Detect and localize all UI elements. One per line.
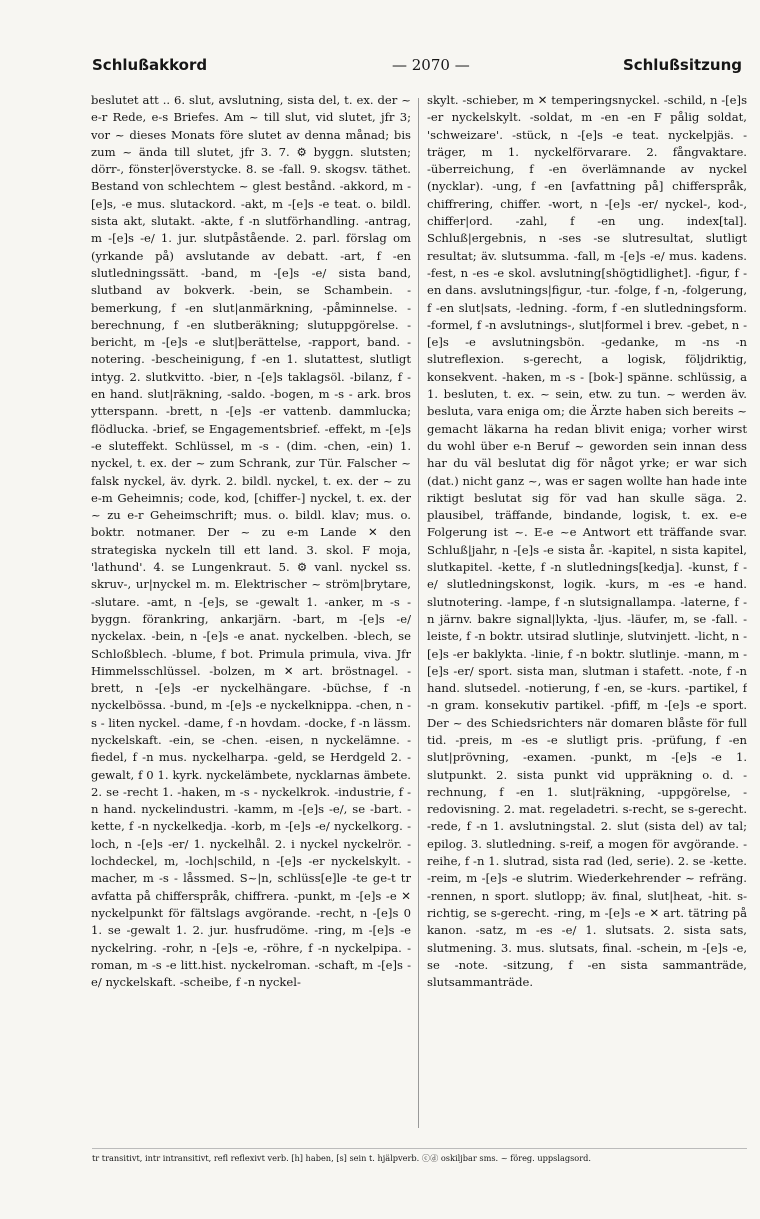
header-left-word: Schlußakkord bbox=[92, 56, 208, 74]
dictionary-entry: -pfiff, m -[e]s -e sport. Der ~ des Schiedsrichters när domaren blåste för full tid. bbox=[427, 698, 747, 747]
dictionary-entry: S~|n, schlüss[e]le -te ge-t tr avfatta på chifferspråk, chiffrera. bbox=[91, 871, 411, 903]
dictionary-entry: -bund, m -[e]s -e nyckelknippa. bbox=[169, 698, 353, 713]
dictionary-entry: -formel, f -n avslutnings-, slut|formel i brev. bbox=[427, 317, 684, 332]
dictionary-entry: -recht, n -[e]s 0 1. se -gewalt 1. 2. jur. husfrudöme. bbox=[91, 905, 411, 938]
dictionary-entry: -band, m -[e]s -e/ sista band, slutband av bokverk. bbox=[91, 265, 411, 298]
dictionary-entry: -note, f -n hand. slutsedel. bbox=[427, 663, 747, 696]
dictionary-entry: Schlüssel, m -s - (dim. -chen, -ein) 1. nyckel, t. ex. der ~ zum Schrank, zur Tür. Falscher ~ falsk nyckel, äv. dyrk. 2. bildl. nyckel, t. ex. der ~ zu e-m Geheimnis; code, kod, [chiffer-] nyckel, t. ex. der ~ zu e-r Geheimschrift; mus. o. bildl. klav; mus. o. boktr. notmaner. Der ~ zu e-m Lande ✕ den strategiska nyckeln till ett land. 3. skol. F moja, 'lathund'. 4. se Lungenkraut. 5. ⚙ vanl. nyckel ss. skruv-, ur|nyckel m. m. Elektrischer ~ ström|brytare, -slutare. bbox=[91, 438, 411, 609]
dictionary-entry: -roman, m -s -e litt.hist. nyckelroman. bbox=[91, 940, 411, 972]
dictionary-entry: -scheibe, f -n nyckel- bbox=[179, 975, 301, 990]
dictionary-entry: -fest, n -es -e skol. avslutning[shögtidlighet]. bbox=[427, 265, 692, 280]
dictionary-entry: -träger, m 1. nyckelförvarare. 2. fångvaktare. bbox=[427, 127, 747, 159]
dictionary-entry: -geld, se Herdgeld 2. bbox=[273, 750, 402, 765]
dictionary-entry: -brief, se Engagementsbrief. bbox=[152, 421, 321, 436]
dictionary-entry: -wort, n -[e]s -er/ nyckel-, kod-, chiffer|ord. bbox=[427, 196, 747, 229]
dictionary-entry: -schild, n -[e]s -er nyckelskylt. bbox=[427, 93, 747, 125]
dictionary-entry: s-richtig, se s-gerecht. bbox=[427, 888, 747, 920]
dictionary-entry: -berechnung, f -en slutberäkning; slutuppgörelse. bbox=[91, 300, 411, 332]
dictionary-entry: -soldat, m -en -en F pålig soldat, 'schweizare'. bbox=[427, 110, 747, 142]
dictionary-entry: -effekt, m -[e]s -e sluteffekt. bbox=[91, 421, 411, 453]
dictionary-entry: -bilanz, f -en hand. slut|räkning, -saldo. bbox=[91, 369, 411, 402]
dictionary-entry: -ein, se -chen. bbox=[168, 732, 258, 747]
dictionary-entry: -kette, f -n nyckelkedja. bbox=[91, 802, 411, 834]
dictionary-entry: beslutet att .. 6. slut, avslutning, sista del, t. ex. der ~ e-r Rede, e-s Briefes. Am ~ till slut, vid slutet, jfr 3; vor ~ dieses Monats före slutet av denna månad; bis zum ~ ända till slutet, jfr 3. 7. ⚙ byggn. slutsten; dörr-, fönster|överstycke. 8. se -fall. 9. skogsv. täthet. Bestand von schlechtem ~ glest bestånd. bbox=[91, 93, 411, 194]
dictionary-entry: -sitzung, f -en sista sammanträde, slutsammanträde. bbox=[427, 957, 747, 990]
dictionary-entry: -akkord, m -[e]s, -e mus. slutackord. bbox=[91, 179, 411, 211]
dictionary-entry: -büchse, f -n nyckelbössa. bbox=[91, 681, 411, 713]
header-right-word: Schlußsitzung bbox=[622, 56, 742, 74]
dictionary-entry: -kamm, m -[e]s -e/, se -bart. bbox=[233, 802, 403, 817]
dictionary-entry: -notierung, f -en, se -kurs. bbox=[525, 681, 681, 696]
dictionary-entry: -docke, f -n lässm. nyckelskaft. bbox=[91, 715, 411, 747]
dictionary-entry: -rechnung, f -en 1. slut|räkning, -uppgörelse, -redovisning. 2. mat. regeladetri. bbox=[427, 767, 747, 817]
dictionary-entry: -dame, f -n hovdam. bbox=[184, 715, 301, 730]
dictionary-entry: -ring, m -[e]s -e ✕ art. tätring på kanon. bbox=[427, 905, 747, 938]
dictionary-entry: -figur, f -en dans. avslutnings|figur, -tur. bbox=[427, 265, 747, 298]
dictionary-entry: -reim, m -[e]s -e slutrim. Wiederkehrender ~ refräng. bbox=[427, 871, 747, 886]
dictionary-entry: -art, f -en slutledningssätt. bbox=[91, 248, 411, 280]
dictionary-entry: -kurs, m -es -e hand. slutnotering. bbox=[427, 577, 747, 609]
dictionary-entry: -bein, n -[e]s -e anat. nyckelben. bbox=[151, 629, 349, 644]
dictionary-entry: -akt, m -[e]s -e teat. o. bildl. sista akt, slutakt. bbox=[91, 196, 411, 229]
dictionary-entry: -ring, m -[e]s -e nyckelring. bbox=[91, 923, 411, 955]
dictionary-entry: -punkt, m -[e]s -e 1. slutpunkt. 2. sista punkt vid uppräkning o. d. bbox=[427, 750, 747, 782]
dictionary-entry: -antrag, m -[e]s -e/ 1. jur. slutpåstående. 2. parl. förslag om (yrkande på) avslutande av debatt. bbox=[91, 214, 411, 263]
dictionary-entry: s-reif, a mogen för avgörande. bbox=[559, 836, 739, 851]
dictionary-entry: -fall, m -[e]s -e/ mus. kadens. bbox=[573, 248, 747, 263]
dictionary-entry: -form, f -en slutledningsform. bbox=[572, 300, 747, 315]
dictionary-entry: -gedanke, m -ns -n slutreflexion. bbox=[427, 335, 747, 367]
dictionary-entry: -laterne, f -n järnv. bakre signal|lykta, -ljus. bbox=[427, 594, 747, 626]
dictionary-entry: Schluß|ergebnis, n -ses -se slutresultat, slutligt resultat; äv. slutsumma. bbox=[427, 231, 747, 263]
dictionary-entry: -anker, m -s - byggn. förankring, ankarjärn. bbox=[91, 594, 411, 626]
dictionary-entry: -chen, n -s - liten nyckel. bbox=[91, 698, 411, 730]
dictionary-entry: -fiedel, f -n mus. nyckelharpa. bbox=[91, 732, 411, 765]
dictionary-entry: s-recht, se s-gerecht. bbox=[622, 802, 747, 817]
dictionary-entry: -stück, n -[e]s -e teat. nyckelpjäs. bbox=[512, 127, 734, 142]
dictionary-entry: -preis, m -es -e slutligt pris. bbox=[455, 732, 644, 747]
dictionary-entry: -bericht, m -[e]s -e slut|berättelse, -rapport, band. -notering. bbox=[91, 317, 411, 367]
dictionary-entry: -satz, m -es -e/ 1. slutsats. 2. sista sats, slutmening. 3. mus. slutsats, final. bbox=[427, 923, 747, 955]
dictionary-entry: -gebet, n -[e]s -e avslutningsbön. bbox=[427, 317, 747, 350]
dictionary-entry: s-gerecht, a logisk, följdriktig, konsekvent. bbox=[427, 352, 747, 384]
dictionary-entry: -kapitel, n sista kapitel, slutkapitel. bbox=[427, 542, 747, 575]
dictionary-entry: -akte, f -n slutförhandling. bbox=[200, 214, 360, 229]
dictionary-entry: -ung, f -en [avfattning på] chifferspråk, chiffrering, chiffer. bbox=[427, 179, 747, 211]
dictionary-entry: -bescheinigung, f -en 1. slutattest, slutligt intyg. 2. slutkvitto. bbox=[91, 352, 411, 384]
column-divider bbox=[418, 98, 419, 1128]
dictionary-entry: -blume, f bot. Primula primula, viva. Jfr Himmelsschlüssel. bbox=[91, 646, 411, 678]
dictionary-entry: -industrie, f -n hand. nyckelindustri. bbox=[91, 784, 411, 817]
dictionary-entry: -lampe, f -n slutsignallampa. bbox=[506, 594, 676, 609]
dictionary-entry: -bogen, m -s - ark. bros ytterspann. bbox=[91, 387, 411, 419]
dictionary-entry: skylt. bbox=[427, 93, 459, 107]
dictionary-entry: -linie, f -n boktr. slutlinje. bbox=[530, 646, 680, 661]
dictionary-entry: -kette, f -n slutlednings[kedja]. bbox=[497, 560, 684, 575]
dictionary-entry: -leiste, f -n boktr. utsirad slutlinje, slutvinjett. bbox=[427, 611, 747, 644]
dictionary-entry: -läufer, m, se -fall. bbox=[627, 611, 738, 626]
dictionary-entry: -kunst, f -e/ slutledningskonst, logik. bbox=[427, 560, 747, 592]
dictionary-entry: -haken, m -s - [bok-] spänne. bbox=[502, 369, 674, 384]
dictionary-entry: -korb, m -[e]s -e/ nyckelkorg. bbox=[231, 819, 403, 834]
dictionary-entry: -bolzen, m ✕ art. bröstnagel. bbox=[209, 663, 399, 678]
dictionary-entry: -rohr, n -[e]s -e, -röhre, f -n nyckelpipa. bbox=[162, 940, 402, 955]
dictionary-entry: -eisen, n nyckelämne. bbox=[265, 732, 400, 747]
page-header bbox=[92, 56, 742, 80]
dictionary-entry: -partikel, f -n gram. konsekutiv partikel. bbox=[427, 681, 747, 713]
dictionary-entry: -brett, n -[e]s -er nyckelhängare. bbox=[91, 663, 411, 696]
dictionary-entry: -prüfung, f -en slut|prövning, -examen. bbox=[427, 732, 747, 765]
dictionary-entry: -rede, f -n 1. avslutningstal. 2. slut (sista del) av tal; epilog. 3. slutledning. bbox=[427, 819, 747, 851]
dictionary-entry: Schluß|jahr, n -[e]s -e sista år. bbox=[427, 542, 605, 557]
dictionary-entry: -bart, m -[e]s -e/ nyckelax. bbox=[91, 611, 411, 644]
dictionary-entry: -mann, m -[e]s -er/ sport. sista man, slutman i stafett. bbox=[427, 646, 747, 678]
dictionary-entry: -überreichung, f -en överlämnande av nyckel (nycklar). bbox=[427, 162, 747, 194]
page-footer: tr transitivt, intr intransitivt, refl reflexivt verb. [h] haben, [s] sein t. hjälpverb. ⓒⓓ oskiljbar sms. ~ föreg. uppslagsord. bbox=[92, 1148, 747, 1164]
dictionary-entry: -zahl, f -en ung. index[tal]. bbox=[515, 214, 747, 229]
dictionary-entry: -schieber, m ✕ temperingsnyckel. bbox=[462, 93, 660, 107]
dictionary-entry: schlüssig, a 1. besluten, t. ex. ~ sein, etw. zu tun. ~ werden äv. besluta, vara eniga om; die Ärzte haben sich bereits ~ gemacht läkarna ha redan blivit eniga; vorher wirst du wohl über e-n Beruf ~ geworden sein innan dess har du väl beslutat dig för något yrke; er war sich (dat.) nicht ganz ~, was er sagen wollte han hade inte riktigt beslutat sig för vad han skulle säga. 2. plausibel, träffande, bindande, logisk, t. ex. e-e Folgerung ist ~. E-e ~e Antwort ett träffande svar. bbox=[427, 369, 747, 540]
dictionary-entry: -schaft, m -[e]s -e/ nyckelskaft. bbox=[91, 957, 411, 990]
dictionary-entry: -folge, f -n, -folgerung, f -en slut|sats, -ledning. bbox=[427, 283, 747, 315]
dictionary-entry: -gewalt, f 0 1. kyrk. nyckelämbete, nycklarnas ämbete. 2. se -recht 1. bbox=[91, 750, 411, 799]
dictionary-entry: -lochdeckel, m, -loch|schild, n -[e]s -er nyckelskylt. bbox=[91, 836, 411, 869]
dictionary-entry: -schein, m -[e]s -e, se -note. bbox=[427, 940, 747, 972]
dictionary-entry: -macher, m -s - låssmed. bbox=[91, 854, 411, 886]
right-column bbox=[427, 92, 747, 1132]
dictionary-entry: -rennen, n sport. slutlopp; äv. final, slut|heat, -hit. bbox=[427, 888, 732, 903]
dictionary-entry: -licht, n -[e]s -er baklykta. bbox=[427, 629, 747, 661]
dictionary-entry: -reihe, f -n 1. slutrad, sista rad (led, serie). 2. se -kette. bbox=[427, 836, 747, 869]
dictionary-entry: -bier, n -[e]s taklagsöl. bbox=[209, 369, 345, 384]
page-number: — 2070 — bbox=[392, 56, 470, 74]
dictionary-entry: -amt, n -[e]s, se -gewalt 1. bbox=[146, 594, 318, 609]
dictionary-entry: -haken, m -s - nyckelkrok. bbox=[177, 784, 331, 799]
dictionary-entry: -brett, n -[e]s -er vattenb. dammlucka; flödlucka. bbox=[91, 404, 411, 436]
left-column bbox=[91, 92, 411, 1132]
dictionary-entry: -bemerkung, f -en slut|anmärkning, -påminnelse. bbox=[91, 283, 411, 315]
dictionary-entry: -punkt, m -[e]s -e ✕ nyckelpunkt för fältslags avgörande. bbox=[91, 888, 411, 920]
dictionary-entry: -loch, n -[e]s -er/ 1. nyckelhål. 2. i nyckel nyckelrör. bbox=[91, 819, 411, 851]
dictionary-entry: -blech, se Schloßblech. bbox=[91, 629, 411, 661]
dictionary-entry: -bein, se Schambein. bbox=[249, 283, 393, 298]
